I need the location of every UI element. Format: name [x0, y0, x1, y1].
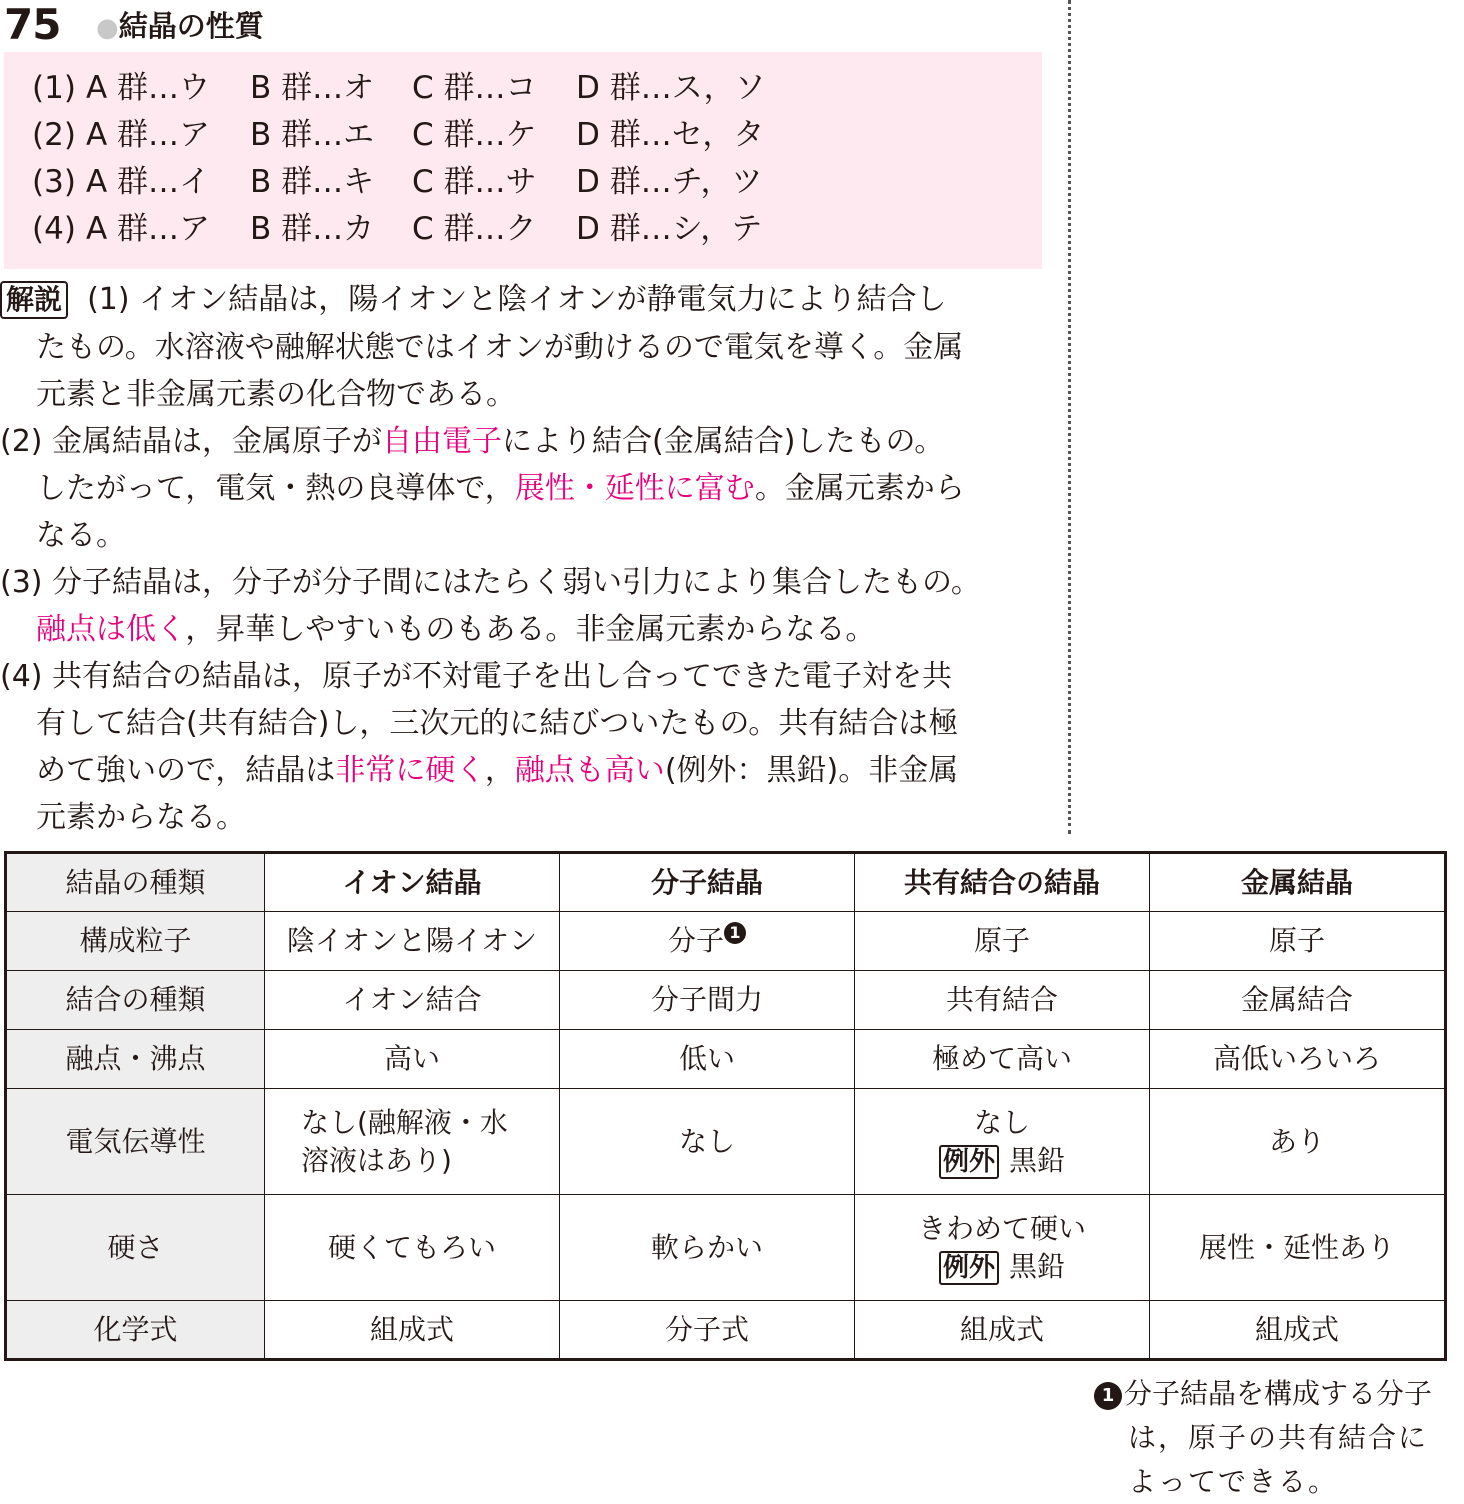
table-header-cell: 分子結晶: [560, 853, 855, 912]
explanation-line: (4) 共有結合の結晶は，原子が不対電子を出し合ってできた電子対を共: [0, 659, 953, 694]
table-row: 電気伝導性 なし(融解液・水 溶液はあり) なし なし 例外 黒鉛 あり: [6, 1089, 1446, 1195]
exception-badge: 例外: [939, 1145, 999, 1179]
table-header-cell: 金属結晶: [1150, 853, 1446, 912]
table-header-row: [6, 853, 1446, 912]
table-row: 融点・沸点 高い 低い 極めて高い 高低いろいろ: [6, 1030, 1446, 1089]
table-row: 構成粒子 陰イオンと陽イオン 分子 1 原子 原子: [6, 912, 1446, 971]
table-row: 化学式 組成式 分子式 組成式 組成式: [6, 1301, 1446, 1360]
highlight: 融点も高い: [514, 753, 665, 788]
explanation-line: (3) 分子結晶は，分子が分子間にはたらく弱い引力により集合したもの。: [0, 565, 981, 600]
explanation-line: 融点は低く，昇華しやすいものもある。非金属元素からなる。: [36, 612, 876, 647]
explanation-line: 解説 (1) イオン結晶は，陽イオンと陰イオンが静電気力により結合し: [0, 278, 946, 322]
highlight: 自由電子: [382, 424, 503, 459]
explanation-label: 解説: [0, 281, 68, 319]
footnote: 1 分子結晶を構成する分子 は，原子の共有結合に よってできる。: [1094, 1372, 1459, 1504]
exception-badge: 例外: [939, 1251, 999, 1285]
highlight: 展性・延性に富む: [514, 471, 755, 506]
question-number: 75: [4, 0, 61, 49]
dotted-divider: [1068, 0, 1071, 834]
footnote-marker: 1: [724, 922, 746, 944]
explanation-line: したがって，電気・熱の良導体で，展性・延性に富む。金属元素から: [36, 471, 965, 506]
table-row: 結合の種類 イオン結合 分子間力 共有結合 金属結合: [6, 971, 1446, 1030]
table-header-cell: 共有結合の結晶: [855, 853, 1150, 912]
explanation-line: (2) 金属結晶は，金属原子が自由電子により結合(金属結合)したもの。: [0, 424, 945, 459]
highlight: 非常に硬く: [335, 753, 485, 788]
footnote-marker: 1: [1094, 1382, 1122, 1410]
table-row: 硬さ 硬くてもろい 軟らかい きわめて硬い 例外 黒鉛 展性・延性あり: [6, 1195, 1446, 1301]
explanation-line: めて強いので，結晶は非常に硬く，融点も高い(例外：黒鉛)。非金属: [36, 753, 959, 788]
question-title: [96, 8, 264, 46]
answer-box: (1) A 群…ウ B 群…オ C 群…コ D 群…ス，ソ (2) A 群…ア B 群…エ C 群…ケ D 群…セ，タ (3) A 群…イ B 群…キ C 群…サ D 群…チ，ツ (4) A 群…ア B 群…カ C 群…ク D 群…シ，テ: [4, 52, 1042, 269]
crystal-properties-table: [4, 851, 1447, 1361]
table-header-cell: イオン結晶: [265, 853, 560, 912]
table-header-cell: 結晶の種類: [6, 853, 265, 912]
highlight: 融点は低く: [36, 612, 186, 647]
bullet-icon: ●: [96, 13, 119, 43]
title-text: 結晶の性質: [118, 9, 264, 43]
